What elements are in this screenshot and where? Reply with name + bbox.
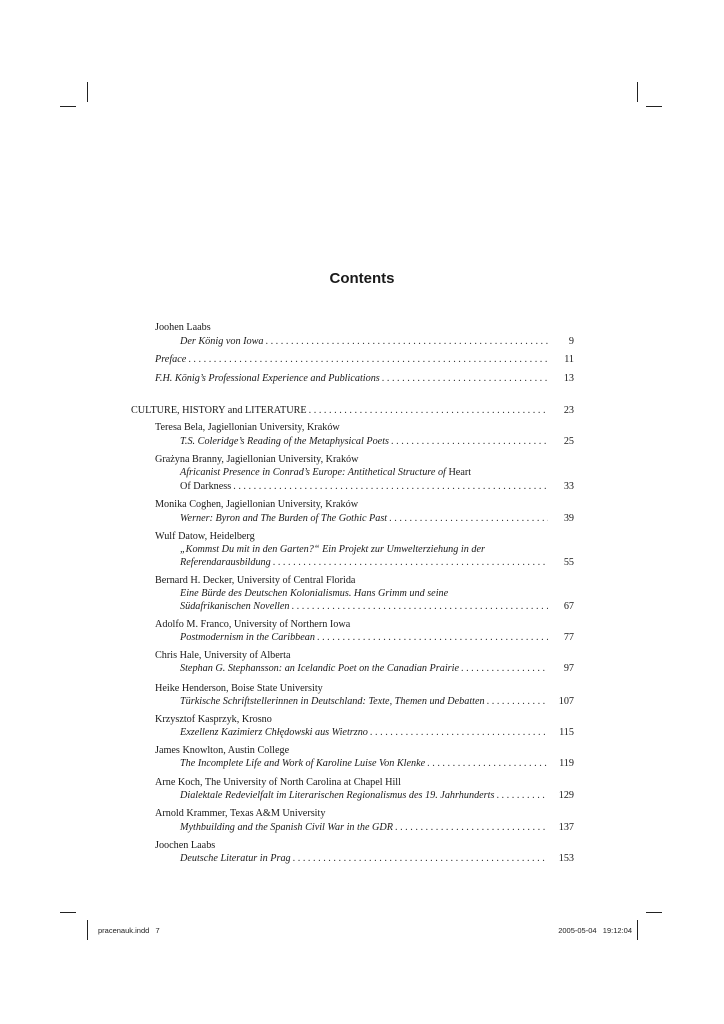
toc-author: Chris Hale, University of Alberta bbox=[155, 650, 291, 661]
toc-page-number: 115 bbox=[559, 727, 574, 738]
slug-timestamp: 2005-05-04 19:12:04 bbox=[558, 926, 632, 935]
toc-author: James Knowlton, Austin College bbox=[155, 745, 290, 756]
toc-entry[interactable] bbox=[180, 852, 574, 865]
toc-entry[interactable] bbox=[180, 556, 574, 569]
toc-page-number: 137 bbox=[558, 822, 574, 833]
leader-dots bbox=[389, 512, 548, 525]
toc-page-number: 107 bbox=[558, 696, 574, 707]
toc-entry[interactable] bbox=[180, 631, 574, 644]
toc-page-number: 33 bbox=[563, 481, 574, 492]
crop-mark-bottom-left-v bbox=[87, 920, 88, 940]
toc-title: Türkische Schriftstellerinnen in Deutschland: Texte, Themen und Debatten bbox=[180, 696, 485, 707]
toc-entry[interactable] bbox=[155, 353, 574, 366]
leader-dots bbox=[395, 821, 548, 834]
crop-mark-top-right-h bbox=[646, 106, 662, 107]
crop-mark-top-left-v bbox=[87, 82, 88, 102]
toc-entry[interactable] bbox=[180, 335, 574, 348]
toc-entry[interactable] bbox=[180, 435, 574, 448]
toc-section[interactable] bbox=[131, 404, 574, 417]
toc-page-number: 39 bbox=[563, 513, 574, 524]
toc-title: Preface bbox=[155, 354, 187, 365]
toc-page-number: 97 bbox=[563, 663, 574, 674]
toc-title: Der König von Iowa bbox=[180, 336, 264, 347]
toc-title-line: Eine Bürde des Deutschen Kolonialismus. Hans Grimm und seine bbox=[180, 588, 449, 599]
toc-page-number: 13 bbox=[563, 373, 574, 384]
leader-dots bbox=[265, 335, 548, 348]
toc-title-roman: Heart bbox=[448, 467, 472, 478]
toc-title: Mythbuilding and the Spanish Civil War in the GDR bbox=[180, 822, 393, 833]
toc-title: Werner: Byron and The Burden of The Gothic Past bbox=[180, 513, 388, 524]
leader-dots bbox=[461, 662, 548, 675]
toc-title: The Incomplete Life and Work of Karoline Luise Von Klenke bbox=[180, 758, 426, 769]
toc-author: Joohen Laabs bbox=[155, 322, 211, 333]
toc-author: Krzysztof Kasprzyk, Krosno bbox=[155, 714, 272, 725]
slug-file-info: pracenauk.indd 7 bbox=[98, 926, 160, 935]
leader-dots bbox=[233, 480, 548, 493]
toc-author: Joochen Laabs bbox=[155, 840, 216, 851]
crop-mark-bottom-right-v bbox=[637, 920, 638, 940]
toc-title: Deutsche Literatur in Prag bbox=[180, 853, 291, 864]
toc-entry[interactable] bbox=[180, 695, 574, 708]
toc-title-italic: Africanist Presence in Conrad’s Europe: Antithetical Structure of bbox=[180, 467, 446, 478]
toc-entry[interactable] bbox=[155, 372, 574, 385]
toc-entry[interactable] bbox=[180, 662, 574, 675]
leader-dots bbox=[487, 695, 548, 708]
toc-page-number: 129 bbox=[558, 790, 574, 801]
toc-entry[interactable] bbox=[180, 480, 574, 493]
leader-dots bbox=[292, 600, 549, 613]
toc-page-number: 119 bbox=[559, 758, 574, 769]
toc-page-number: 77 bbox=[563, 632, 574, 643]
toc-author: Grażyna Branny, Jagiellonian University, Kraków bbox=[155, 454, 359, 465]
toc-author: Teresa Bela, Jagiellonian University, Kraków bbox=[155, 422, 340, 433]
leader-dots bbox=[188, 353, 548, 366]
toc-title-line bbox=[180, 466, 471, 479]
toc-page-number: 23 bbox=[563, 405, 574, 416]
toc-title: Südafrikanischen Novellen bbox=[180, 601, 290, 612]
toc-page-number: 25 bbox=[563, 436, 574, 447]
toc-section-title: CULTURE, HISTORY and LITERATURE bbox=[131, 405, 307, 416]
toc-entry[interactable] bbox=[180, 512, 574, 525]
toc-author: Adolfo M. Franco, University of Northern Iowa bbox=[155, 619, 351, 630]
crop-mark-top-right-v bbox=[637, 82, 638, 102]
toc-page-number: 153 bbox=[558, 853, 574, 864]
toc-title: Stephan G. Stephansson: an Icelandic Poet on the Canadian Prairie bbox=[180, 663, 459, 674]
toc-page-number: 67 bbox=[563, 601, 574, 612]
toc-title: T.S. Coleridge’s Reading of the Metaphysical Poets bbox=[180, 436, 390, 447]
toc-entry[interactable] bbox=[180, 789, 574, 802]
leader-dots bbox=[309, 404, 548, 417]
page-title: Contents bbox=[329, 270, 395, 287]
toc-author: Arne Koch, The University of North Carolina at Chapel Hill bbox=[155, 777, 401, 788]
leader-dots bbox=[391, 435, 548, 448]
toc-entry[interactable] bbox=[180, 726, 574, 739]
toc-page-number: 9 bbox=[568, 336, 574, 347]
leader-dots bbox=[370, 726, 548, 739]
toc-title: Of Darkness bbox=[180, 481, 232, 492]
toc-title: Referendarausbildung bbox=[180, 557, 271, 568]
leader-dots bbox=[427, 757, 548, 770]
toc-title: Postmodernism in the Caribbean bbox=[180, 632, 315, 643]
toc-author: Heike Henderson, Boise State University bbox=[155, 683, 323, 694]
leader-dots bbox=[496, 789, 548, 802]
toc-entry[interactable] bbox=[180, 757, 574, 770]
toc-title: F.H. König’s Professional Experience and Publications bbox=[155, 373, 380, 384]
toc-author: Wulf Datow, Heidelberg bbox=[155, 531, 255, 542]
toc-entry[interactable] bbox=[180, 600, 574, 613]
toc-author: Arnold Krammer, Texas A&M University bbox=[155, 808, 326, 819]
toc-entry[interactable] bbox=[180, 821, 574, 834]
leader-dots bbox=[273, 556, 548, 569]
toc-page-number: 11 bbox=[564, 354, 574, 365]
leader-dots bbox=[382, 372, 548, 385]
crop-mark-top-left-h bbox=[60, 106, 76, 107]
toc-author: Bernard H. Decker, University of Central Florida bbox=[155, 575, 356, 586]
leader-dots bbox=[317, 631, 548, 644]
toc-title-line: „Kommst Du mit in den Garten?“ Ein Projekt zur Umwelterziehung in der bbox=[180, 544, 485, 555]
toc-title: Exzellenz Kazimierz Chłędowski aus Wietrzno bbox=[180, 727, 368, 738]
crop-mark-bottom-left-h bbox=[60, 912, 76, 913]
toc-page-number: 55 bbox=[563, 557, 574, 568]
toc-title: Dialektale Redevielfalt im Literarischen Regionalismus des 19. Jahrhunderts bbox=[180, 790, 495, 801]
crop-mark-bottom-right-h bbox=[646, 912, 662, 913]
toc-author: Monika Coghen, Jagiellonian University, Kraków bbox=[155, 499, 359, 510]
leader-dots bbox=[293, 852, 548, 865]
